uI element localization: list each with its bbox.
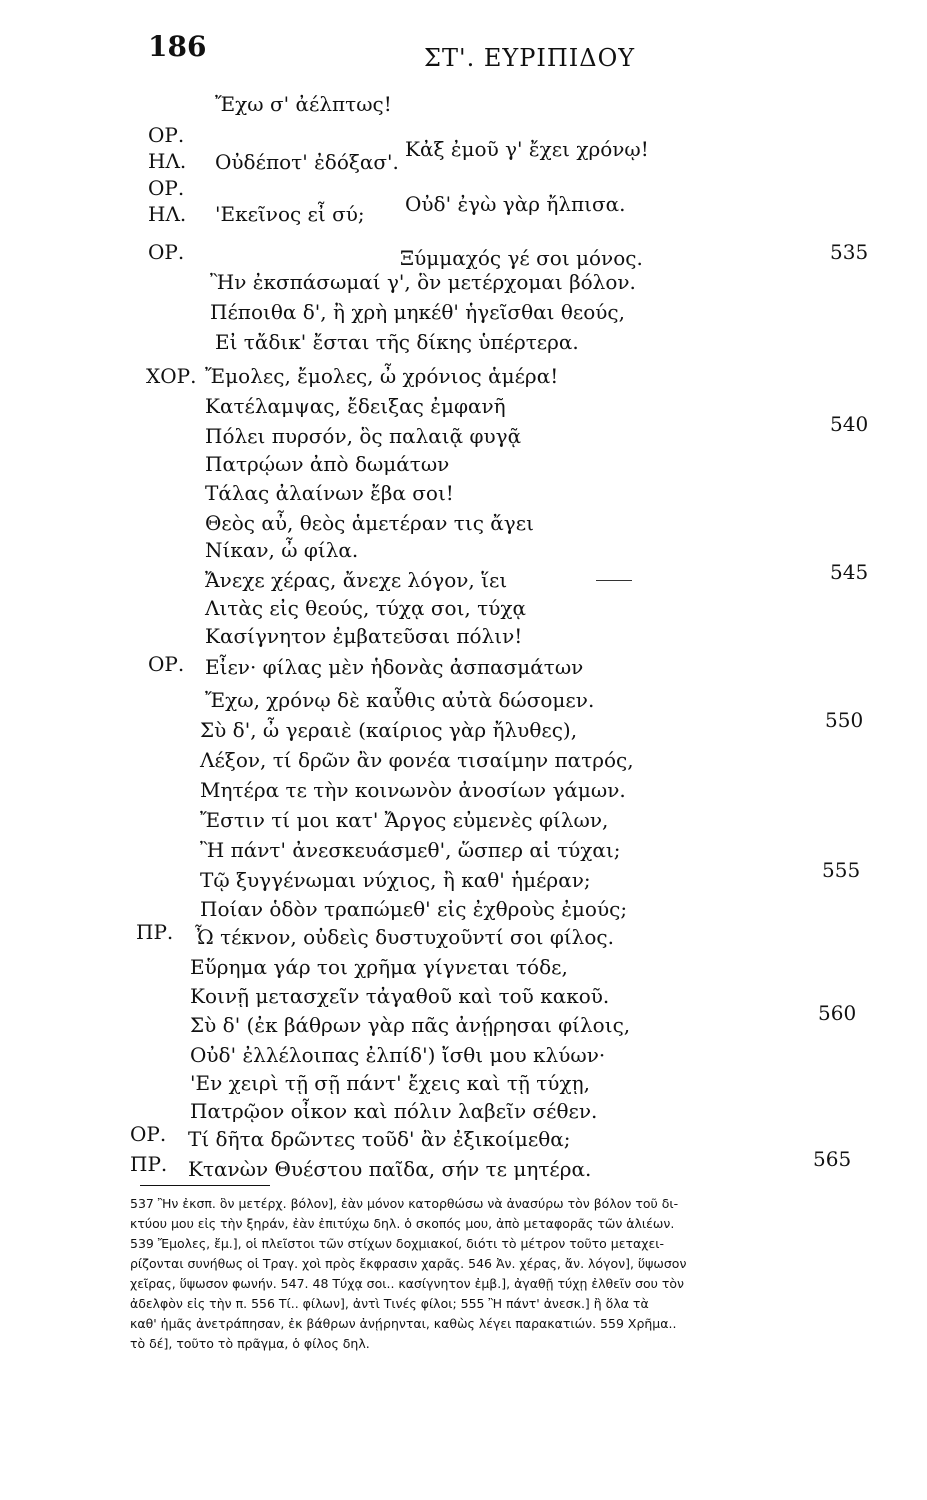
speaker-label: ΗΛ. [148,149,187,173]
footnote-line: τὸ δέ], τοῦτο τὸ πρᾶγμα, ὁ φίλος δηλ. [130,1336,370,1351]
verse-line: Πατρῷον οἶκον καὶ πόλιν λαβεῖν σέθεν. [190,1099,598,1123]
verse-line: Εὕρημα γάρ τοι χρῆμα γίγνεται τόδε, [190,955,568,979]
verse-line: Λέξον, τί δρῶν ἂν φονέα τισαίμην πατρός, [200,748,634,772]
verse-line: Οὐδ' ἐλλέλοιπας ἐλπίδ') ἴσθι μου κλύων· [190,1043,606,1067]
footnote-rule [140,1185,270,1186]
verse-line: 'Εκεῖνος εἶ σύ; [215,202,365,226]
verse-line: Εἶεν· φίλας μὲν ἡδονὰς ἀσπασμάτων [205,655,584,679]
verse-line: Τί δῆτα δρῶντες τοῦδ' ἂν ἐξικοίμεθα; [188,1127,571,1151]
line-number: 540 [830,412,869,436]
verse-line: Τῷ ξυγγένωμαι νύχιος, ἢ καθ' ἡμέραν; [200,868,591,892]
footnote-line: 539 Ἔμολες, ἔμ.], οἱ πλεῖστοι τῶν στίχων δοχμιακοί, διότι τὸ μέτρον τοῦτο μεταχει- [130,1236,664,1251]
verse-line: Κασίγνητον ἐμβατεῦσαι πόλιν! [205,624,523,648]
verse-line: Ἔστιν τί μοι κατ' Ἄργος εὐμενὲς φίλων, [200,808,609,832]
verse-line: Σὺ δ', ὦ γεραιὲ (καίριος γὰρ ἤλυθες), [200,718,578,742]
verse-line: Μητέρα τε τὴν κοινωνὸν ἀνοσίων γάμων. [200,778,626,802]
verse-line: Κατέλαμψας, ἔδειξας ἐμφανῆ [205,394,506,418]
speaker-label: ΟΡ. [148,240,185,264]
verse-line: Σὺ δ' (ἐκ βάθρων γὰρ πᾶς ἀνῄρησαι φίλοις, [190,1013,631,1037]
verse-line: 'Εν χειρὶ τῇ σῇ πάντ' ἔχεις καὶ τῇ τύχῃ, [190,1071,590,1095]
page-number: 186 [148,30,207,63]
margin-dash [596,580,632,581]
speaker-label: ΟΡ. [148,652,185,676]
speaker-label: ΧΟΡ. [146,364,197,388]
verse-line: Κοινῇ μετασχεῖν τἀγαθοῦ καὶ τοῦ κακοῦ. [190,984,610,1008]
line-number: 535 [830,240,869,264]
footnote-line: 537 Ἢν ἐκσπ. ὃν μετέρχ. βόλον], ἐὰν μόνον κατορθώσω νὰ ἀνασύρω τὸν βόλον τοῦ δι- [130,1196,679,1211]
speaker-label: ΗΛ. [148,202,187,226]
verse-line: Πατρῴων ἀπὸ δωμάτων [205,452,450,476]
verse-line: Κτανὼν Θυέστου παῖδα, σήν τε μητέρα. [188,1157,592,1181]
footnote-line: χεῖρας, ὕψωσον φωνήν. 547. 48 Τύχᾳ σοι.. κασίγνητον ἐμβ.], ἀγαθῇ τύχῃ ἐλθεῖν σου τὸν [130,1276,685,1291]
running-title: ΣΤ'. ΕΥΡΙΠΙΔΟΥ [424,44,636,72]
verse-line: Ποίαν ὁδὸν τραπώμεθ' εἰς ἐχθροὺς ἐμούς; [200,897,628,921]
verse-line: Κἀξ ἐμοῦ γ' ἔχει χρόνῳ! [405,137,649,161]
footnote-line: καθ' ἡμᾶς ἀνετράπησαν, ἐκ βάθρων ἀνῄρηνται, καθὼς λέγει παρακατιών. 559 Χρῆμα.. [130,1316,677,1331]
verse-line: Ἔχω, χρόνῳ δὲ καὖθις αὐτὰ δώσομεν. [205,688,595,712]
speaker-label: ΟΡ. [130,1122,167,1146]
speaker-label: ΟΡ. [148,123,185,147]
verse-line: Ἄνεχε χέρας, ἄνεχε λόγον, ἵει [205,568,508,592]
line-number: 550 [825,708,864,732]
line-number: 565 [813,1147,852,1171]
line-number: 555 [822,858,861,882]
verse-line: Νίκαν, ὦ φίλα. [205,538,359,562]
line-number: 560 [818,1001,857,1025]
verse-line: Πόλει πυρσόν, ὃς παλαιᾷ φυγᾷ [205,424,522,448]
footnote-line: κτύου μου εἰς τὴν ξηράν, ἐὰν ἐπιτύχω δηλ. ὁ σκοπός μου, ἀπὸ μεταφορᾶς τῶν ἁλιέων. [130,1216,675,1231]
speaker-label: ΟΡ. [148,176,185,200]
verse-line: Ἢ πάντ' ἀνεσκευάσμεθ', ὥσπερ αἱ τύχαι; [200,838,621,862]
verse-line: Θεὸς αὖ, θεὸς ἁμετέραν τις ἄγει [205,511,534,535]
verse-line: Τάλας ἀλαίνων ἔβα σοι! [205,481,454,505]
line-number: 545 [830,560,869,584]
verse-line: Ξύμμαχός γέ σοι μόνος. [400,246,643,270]
speaker-label: ΠΡ. [136,920,174,944]
verse-line: Ἔμολες, ἔμολες, ὦ χρόνιος ἁμέρα! [205,364,559,388]
speaker-label: ΠΡ. [130,1152,168,1176]
verse-line: Οὐδ' ἐγὼ γὰρ ἤλπισα. [405,192,626,216]
verse-line: Ὦ τέκνον, οὐδεὶς δυστυχοῦντί σοι φίλος. [195,925,614,949]
verse-line: Ἢν ἐκσπάσωμαί γ', ὃν μετέρχομαι βόλον. [210,270,636,294]
verse-line: Λιτὰς εἰς θεούς, τύχᾳ σοι, τύχᾳ [205,596,526,620]
verse-line: Ἔχω σ' ἀέλπτως! [215,92,392,116]
footnote-line: ἀδελφὸν εἰς τὴν π. 556 Τί.. φίλων], ἀντὶ Τινές φίλοι; 555 Ἢ πάντ' ἀνεσκ.] ἢ ὅλα τὰ [130,1296,649,1311]
footnote-line: ρίζονται συνήθως οἱ Τραγ. χοὶ πρὸς ἔκφρασιν χαρᾶς. 546 Ἀν. χέρας, ἄν. λόγον], ὕψωσον [130,1256,687,1271]
verse-line: Εἰ τἄδικ' ἔσται τῆς δίκης ὑπέρτερα. [215,330,579,354]
verse-line: Πέποιθα δ', ἢ χρὴ μηκέθ' ἡγεῖσθαι θεούς, [210,300,625,324]
verse-line: Οὐδέποτ' ἐδόξασ'. [215,150,399,174]
